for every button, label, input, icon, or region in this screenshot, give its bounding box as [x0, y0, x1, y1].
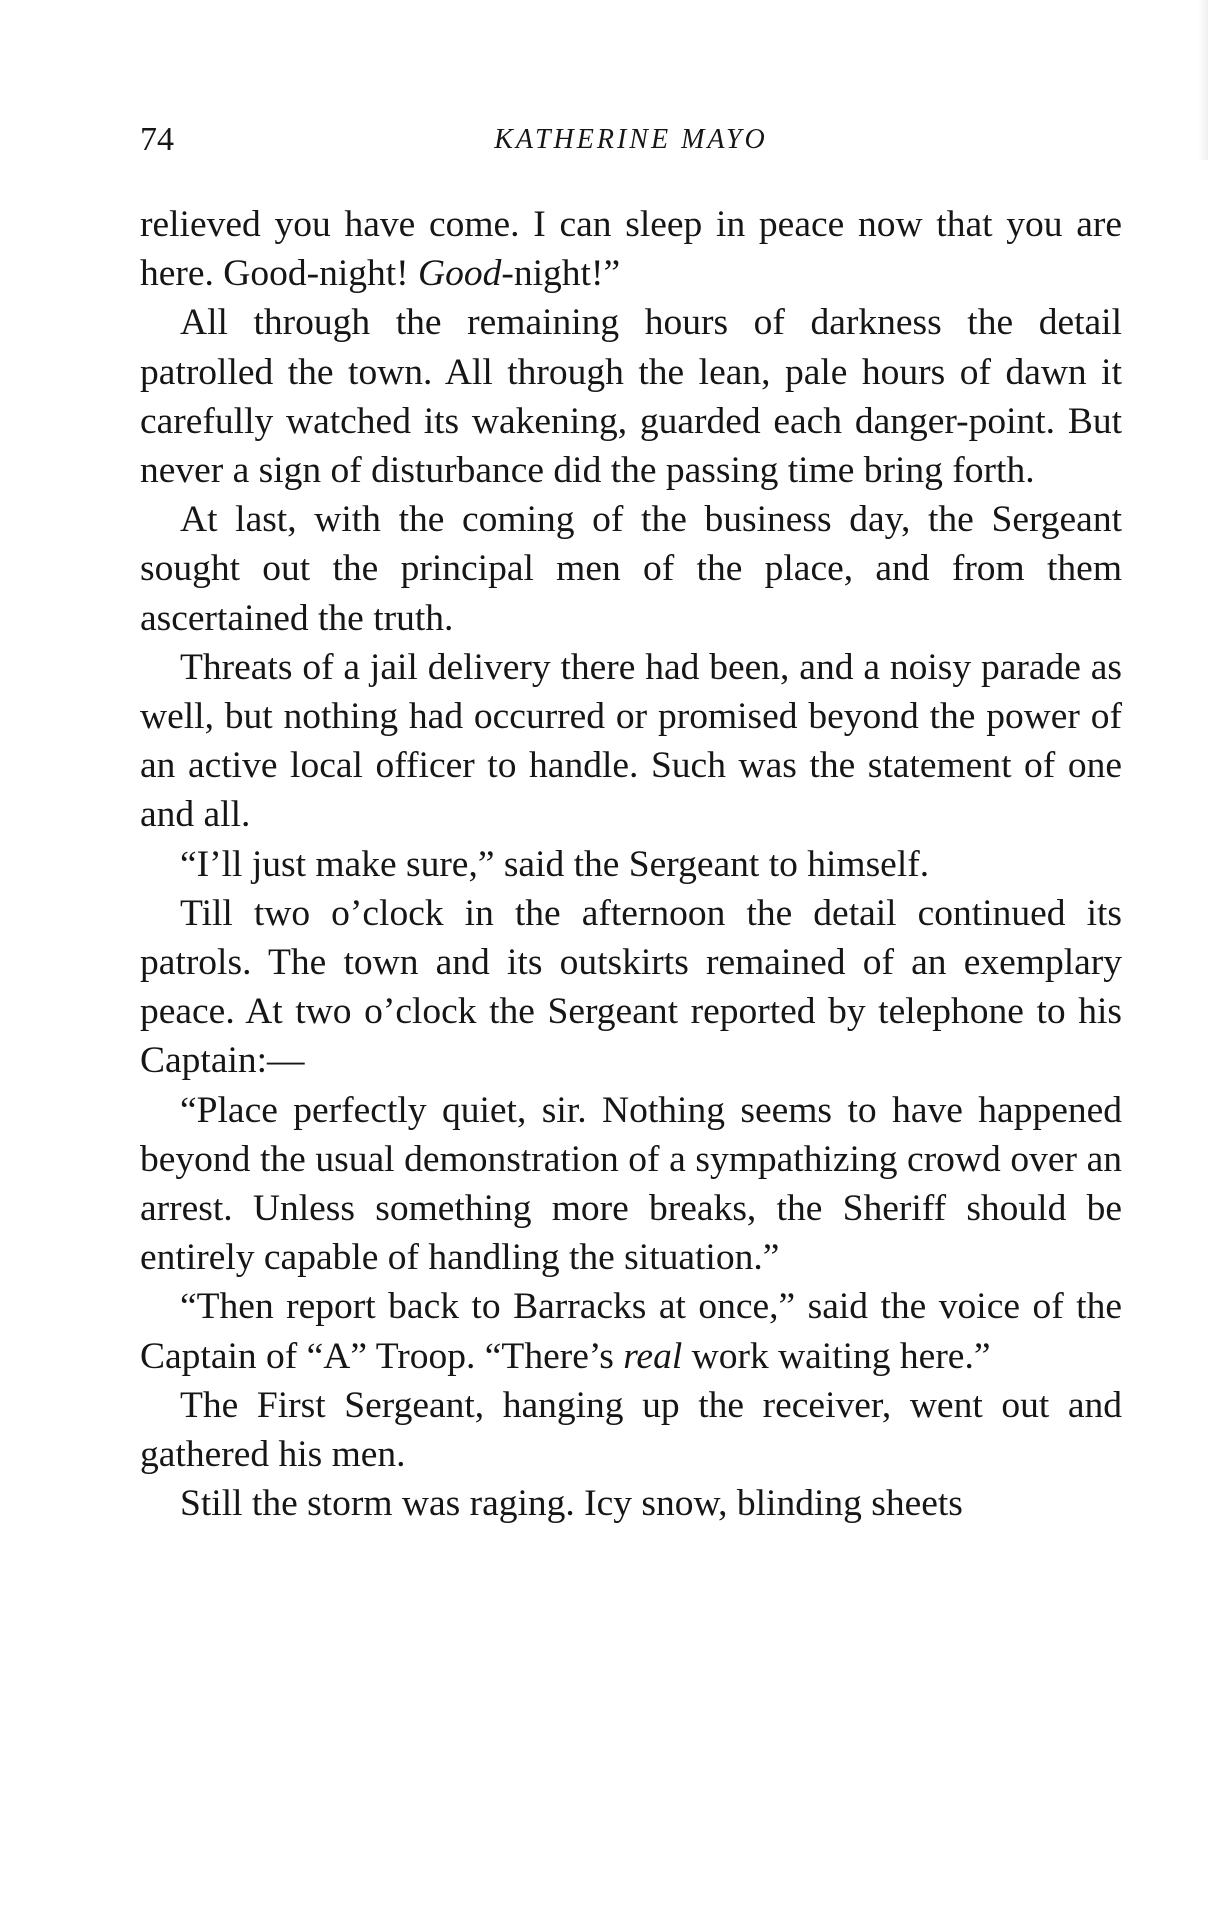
paragraph-text: Till two o’clock in the afternoon the detail continued its patrols. The town and its outskirts remained of an exemplary peace. At two o’clock the Sergeant reported by telephone to his Captain:—	[140, 892, 1122, 1082]
paragraph-text: work waiting here.”	[682, 1335, 991, 1377]
running-header	[140, 118, 1122, 162]
running-title: KATHERINE MAYO	[494, 124, 768, 155]
paragraph-text: “Then report back to Barracks at once,” said the voice of the Captain of “A” Troop. “There’s	[140, 1286, 1122, 1377]
paragraph-text: At last, with the coming of the business day, the Sergeant sought out the principal men of the place, and from them ascertained the truth.	[140, 499, 1122, 639]
paragraph-text: Still the storm was raging. Icy snow, blinding sheets	[180, 1483, 963, 1525]
paragraph	[140, 643, 1122, 840]
paragraph	[140, 298, 1122, 495]
page-number: 74	[140, 121, 174, 158]
paragraph	[140, 1479, 1122, 1528]
body-text	[140, 200, 1122, 1528]
italic-text: Good	[418, 253, 502, 295]
paragraph	[140, 840, 1122, 889]
paragraph-text: -night!”	[501, 253, 621, 295]
paragraph-text: “I’ll just make sure,” said the Sergeant to himself.	[180, 843, 930, 885]
scan-edge-shadow	[1198, 0, 1208, 160]
paragraph-text: Threats of a jail delivery there had been, and a noisy parade as well, but nothing had occurred or promised beyond the power of an active local officer to handle. Such was the statement of one and all.	[140, 646, 1122, 836]
paragraph	[140, 1086, 1122, 1283]
paragraph-text: All through the remaining hours of darkness the detail patrolled the town. All through the lean, pale hours of dawn it carefully watched its wakening, guarded each danger-point. But never a sign of disturbance did the passing time bring forth.	[140, 302, 1122, 492]
paragraph	[140, 889, 1122, 1086]
paragraph	[140, 1282, 1122, 1380]
paragraph	[140, 1381, 1122, 1479]
paragraph	[140, 495, 1122, 643]
paragraph-text: relieved you have come. I can sleep in peace now that you are here. Good-night!	[140, 204, 1122, 295]
paragraph-text: “Place perfectly quiet, sir. Nothing seems to have happened beyond the usual demonstration of a sympathizing crowd over an arrest. Unless something more breaks, the Sheriff should be entirely capable of handling the situation.”	[140, 1089, 1122, 1279]
paragraph	[140, 200, 1122, 298]
italic-text: real	[623, 1335, 683, 1377]
paragraph-text: The First Sergeant, hanging up the receiver, went out and gathered his men.	[140, 1384, 1122, 1476]
